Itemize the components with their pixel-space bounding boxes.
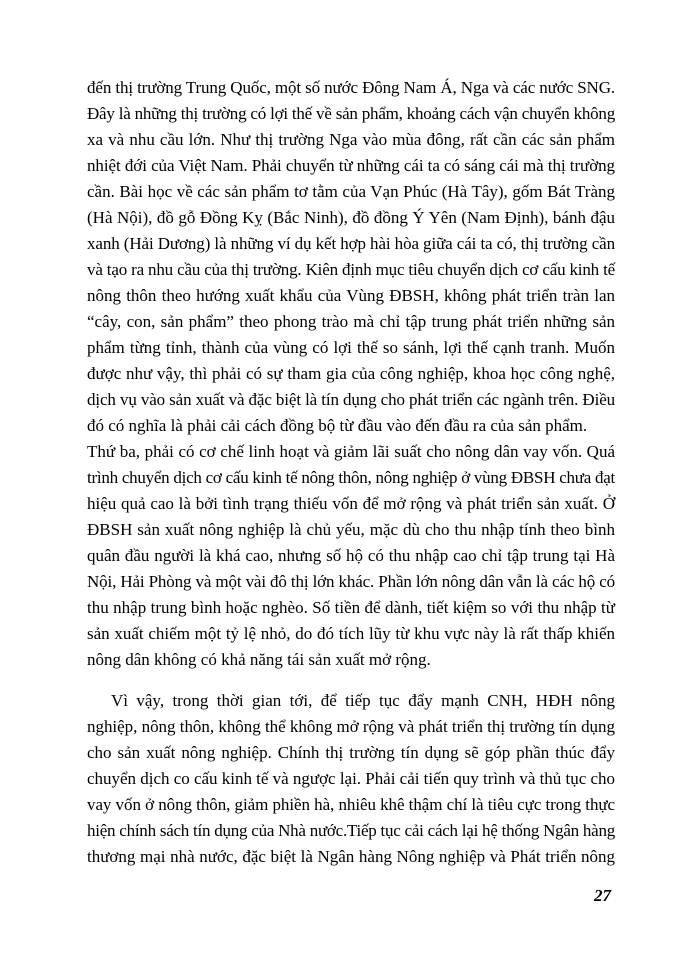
text-line: Thứ ba, phải có cơ chế linh hoạt và giảm lãi suất cho nông dân vay vốn. Quá — [87, 442, 615, 461]
page-number: 27 — [594, 886, 611, 905]
text-line: thu nhập trung bình hoặc nghèo. Số tiền để dành, tiết kiệm so với thu nhập từ — [87, 598, 615, 617]
text-line: hiện chính sách tín dụng của Nhà nước.Tiếp tục cải cách lại hệ thống Ngân hàng — [87, 821, 615, 840]
text-line: Vì vậy, trong thời gian tới, để tiếp tục đẩy mạnh CNH, HĐH nông — [111, 691, 615, 710]
paragraph-1 — [87, 75, 615, 673]
text-line: nông thôn theo hướng xuất khẩu của Vùng ĐBSH, không phát triển tràn lan — [87, 286, 615, 305]
text-line: xanh (Hải Dương) là những ví dụ kết hợp hài hòa giữa cái ta có, thị trường cần — [87, 234, 615, 253]
text-line: Đây là những thị trường có lợi thế về sản phẩm, khoảng cách vận chuyển không — [87, 104, 615, 123]
text-line: được như vậy, thì phải có sự tham gia của công nghiệp, khoa học công nghệ, — [87, 364, 615, 383]
text-line: trình chuyển dịch cơ cấu kinh tế nông thôn, nông nghiệp ở vùng ĐBSH chưa đạt — [87, 468, 615, 487]
text-line: quân đầu người là khá cao, nhưng số hộ có thu nhập cao chỉ tập trung tại Hà — [87, 546, 615, 565]
text-line: phẩm từng tỉnh, thành của vùng có lợi thế so sánh, lợi thế cạnh tranh. Muốn — [87, 338, 615, 357]
text-line: xa và nhu cầu lớn. Như thị trường Nga vào mùa đông, rất cần các sản phẩm — [87, 130, 615, 149]
text-line: sản xuất chiếm một tỷ lệ nhỏ, do đó tích lũy từ khu vực này là rất thấp khiến — [87, 624, 615, 643]
text-line: chuyển dịch co cấu kinh tế và ngược lại. Phải cải tiến quy trình và thủ tục cho — [87, 769, 615, 788]
paragraph-2 — [87, 688, 615, 870]
text-line: thương mại nhà nước, đặc biệt là Ngân hàng Nông nghiệp và Phát triển nông — [87, 847, 615, 866]
text-line: Nội, Hải Phòng và một vài đô thị lớn khác. Phần lớn nông dân vẫn là các hộ có — [87, 572, 616, 591]
text-line: ĐBSH sản xuất nông nghiệp là chủ yếu, mặc dù cho thu nhập tính theo bình — [87, 520, 615, 539]
text-line: nông dân không có khả năng tái sản xuất mở rộng. — [87, 650, 431, 669]
text-line: và tạo ra nhu cầu của thị trường. Kiên định mục tiêu chuyển dịch cơ cấu kinh tế — [87, 260, 615, 279]
text-line: cho sản xuất nông nghiệp. Chính thị trường tín dụng sẽ góp phần thúc đẩy — [87, 743, 615, 762]
text-line: nhiệt đới của Việt Nam. Phải chuyển từ những cái ta có sáng cái mà thị trường — [87, 156, 615, 175]
text-line: “cây, con, sản phẩm” theo phong trào mà chỉ tập trung phát triển những sản — [87, 312, 615, 331]
text-line: (Hà Nội), đồ gỗ Đồng Kỵ (Bắc Ninh), đồ đồng Ý Yên (Nam Định), bánh đậu — [87, 208, 615, 227]
text-line: nghiệp, nông thôn, không thể không mở rộng và phát triển thị trường tín dụng — [87, 717, 615, 736]
text-line: đến thị trường Trung Quốc, một số nước Đông Nam Á, Nga và các nước SNG. — [87, 78, 615, 97]
text-line: vay vốn ở nông thôn, giảm phiền hà, nhiêu khê thậm chí là tiêu cực trong thực — [87, 795, 616, 814]
text-line: hiệu quả cao là bởi tình trạng thiếu vốn để mở rộng và phát triển sản xuất. Ở — [87, 494, 615, 513]
text-line: dịch vụ vào sản xuất và đặc biệt là tín dụng cho phát triển các ngành trên. Điều — [87, 390, 616, 409]
text-line: đó có nghĩa là phải cải cách đồng bộ từ đầu vào đến đầu ra của sản phẩm. — [87, 416, 588, 435]
text-line: cần. Bài học về các sản phẩm tơ tằm của Vạn Phúc (Hà Tây), gốm Bát Tràng — [87, 182, 615, 201]
